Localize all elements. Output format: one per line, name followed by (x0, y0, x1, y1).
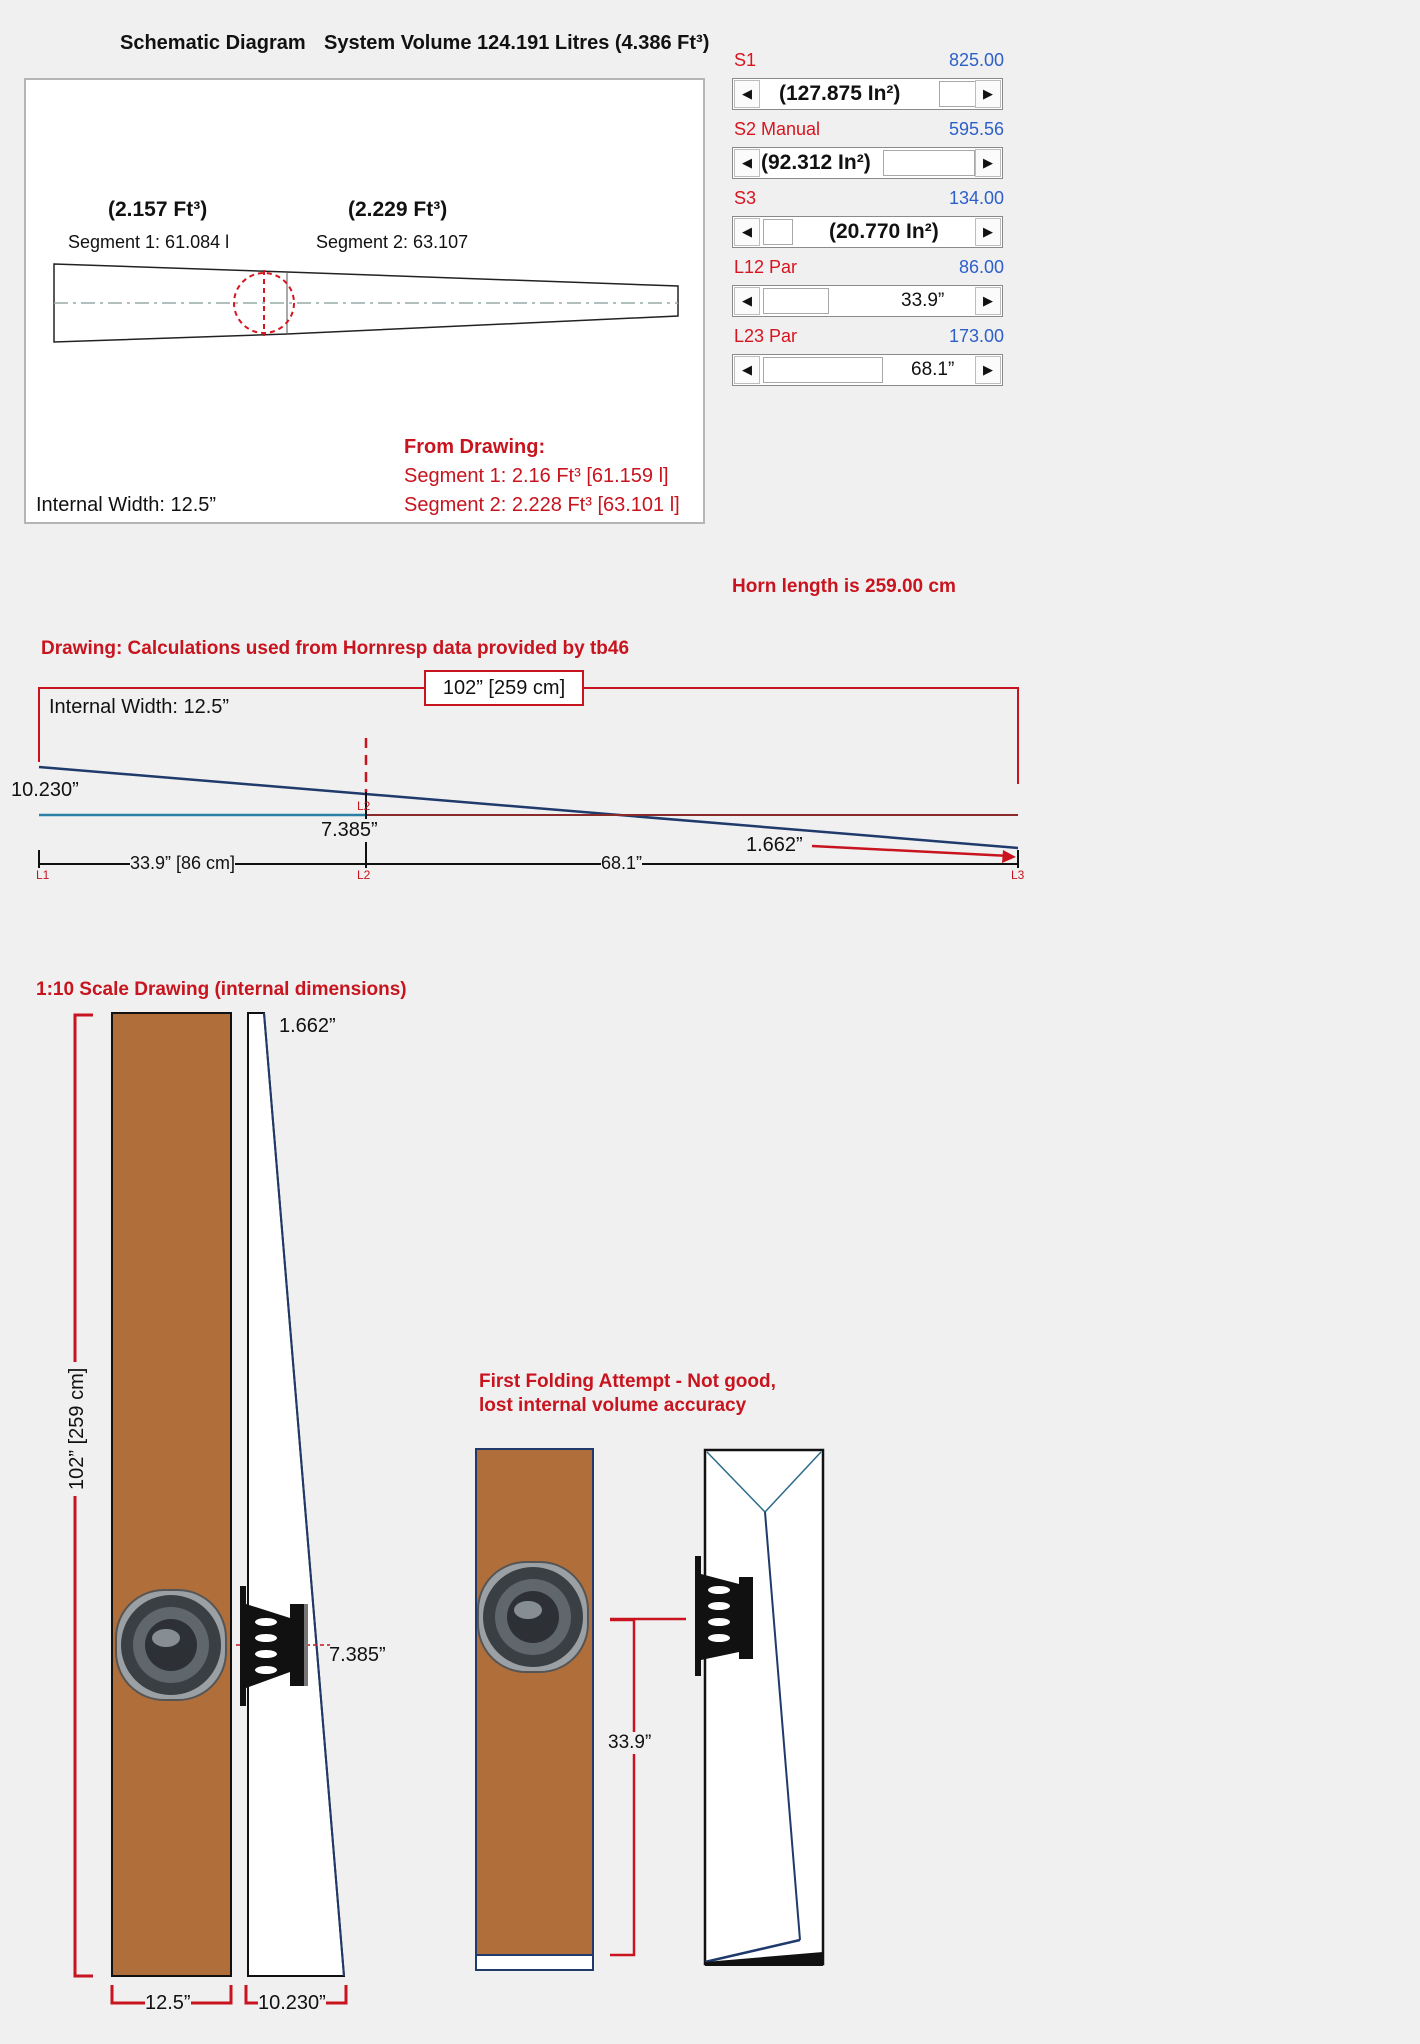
control-text-s1: (127.875 In²) (779, 82, 901, 105)
control-label-l12: L12 Par (734, 257, 798, 277)
segment2-volume: (2.229 Ft³) (348, 198, 448, 221)
scroll-left-icon[interactable]: ◀ (734, 218, 760, 246)
drawing-internal-width: Internal Width: 12.5” (49, 696, 230, 718)
scroll-right-icon[interactable]: ▶ (975, 356, 1001, 384)
folded-panel-base (476, 1955, 593, 1970)
horn-length-label: Horn length is 259.00 cm (732, 576, 956, 597)
l3-arrow-line (812, 846, 1010, 856)
top-width-label: 1.662” (279, 1015, 336, 1037)
control-label-s2: S2 Manual (734, 119, 821, 139)
scroll-right-icon[interactable]: ▶ (975, 287, 1001, 315)
control-value-l12: 86.00 (958, 257, 1004, 277)
scroll-right-icon[interactable]: ▶ (975, 149, 1001, 177)
scroll-left-icon[interactable]: ◀ (734, 149, 760, 177)
scroll-right-icon[interactable]: ▶ (975, 80, 1001, 108)
horn-profile-line (39, 767, 1018, 848)
drawing-heading: Drawing: Calculations used from Hornresp data provided by tb46 (41, 638, 630, 659)
system-volume: System Volume 124.191 Litres (4.386 Ft³) (324, 32, 710, 54)
from-drawing-seg1: Segment 1: 2.16 Ft³ [61.159 l] (404, 465, 669, 487)
control-value-s3: 134.00 (948, 188, 1004, 208)
horn-profile-tall (248, 1013, 344, 1976)
control-value-l23: 173.00 (948, 326, 1004, 346)
control-text-l23: 68.1” (911, 357, 954, 383)
length-23-label: 68.1” (601, 853, 643, 873)
scale-heading: 1:10 Scale Drawing (internal dimensions) (36, 979, 407, 1000)
control-text-s3: (20.770 In²) (829, 220, 939, 243)
height-l1-label: 10.230” (11, 779, 79, 801)
control-label-s1: S1 (734, 50, 757, 70)
control-value-s2: 595.56 (948, 119, 1004, 139)
marker-l2-upper: L2 (357, 799, 371, 813)
woofer-folded-icon (478, 1562, 588, 1672)
bottom-right-width: 10.230” (258, 1992, 326, 2014)
segment2-label: Segment 2: 63.107 (316, 232, 469, 252)
scroll-left-icon[interactable]: ◀ (734, 287, 760, 315)
height-l3-label: 1.662” (746, 834, 803, 856)
marker-l3: L3 (1011, 868, 1025, 882)
control-label-s3: S3 (734, 188, 757, 208)
from-drawing-seg2: Segment 2: 2.228 Ft³ [63.101 l] (404, 494, 680, 516)
scroll-right-icon[interactable]: ▶ (975, 218, 1001, 246)
woofer-icon (116, 1590, 226, 1700)
segment1-label: Segment 1: 61.084 l (68, 232, 230, 252)
total-length-box: 102” [259 cm] (424, 670, 584, 706)
control-text-l12: 33.9” (901, 288, 944, 314)
from-drawing-title: From Drawing: (404, 436, 546, 458)
folded-length-bracket (610, 1620, 634, 1955)
control-label-l23: L23 Par (734, 326, 798, 346)
marker-l1: L1 (36, 868, 50, 882)
mid-width-label: 7.385” (329, 1644, 386, 1666)
marker-l2: L2 (357, 868, 371, 882)
height-label: 102” [259 cm] (66, 1362, 89, 1496)
wood-panel-tall (112, 1013, 231, 1976)
folded-length-label: 33.9” (608, 1732, 652, 1753)
height-l2-label: 7.385” (321, 819, 378, 841)
internal-width-label: Internal Width: 12.5” (36, 494, 217, 516)
segment1-volume: (2.157 Ft³) (108, 198, 208, 221)
bottom-left-width: 12.5” (145, 1992, 191, 2014)
wood-panel-folded (476, 1449, 593, 1955)
folded-horn-box (705, 1450, 823, 1964)
control-value-s1: 825.00 (948, 50, 1004, 70)
control-text-s2: (92.312 In²) (761, 151, 871, 174)
arrow-head-icon (1002, 850, 1016, 863)
folding-heading-2: lost internal volume accuracy (479, 1395, 747, 1416)
scroll-left-icon[interactable]: ◀ (734, 356, 760, 384)
schematic-title: Schematic Diagram (120, 32, 306, 54)
folding-heading-1: First Folding Attempt - Not good, (479, 1371, 776, 1392)
length-12-label: 33.9” [86 cm] (130, 853, 236, 873)
scroll-left-icon[interactable]: ◀ (734, 80, 760, 108)
